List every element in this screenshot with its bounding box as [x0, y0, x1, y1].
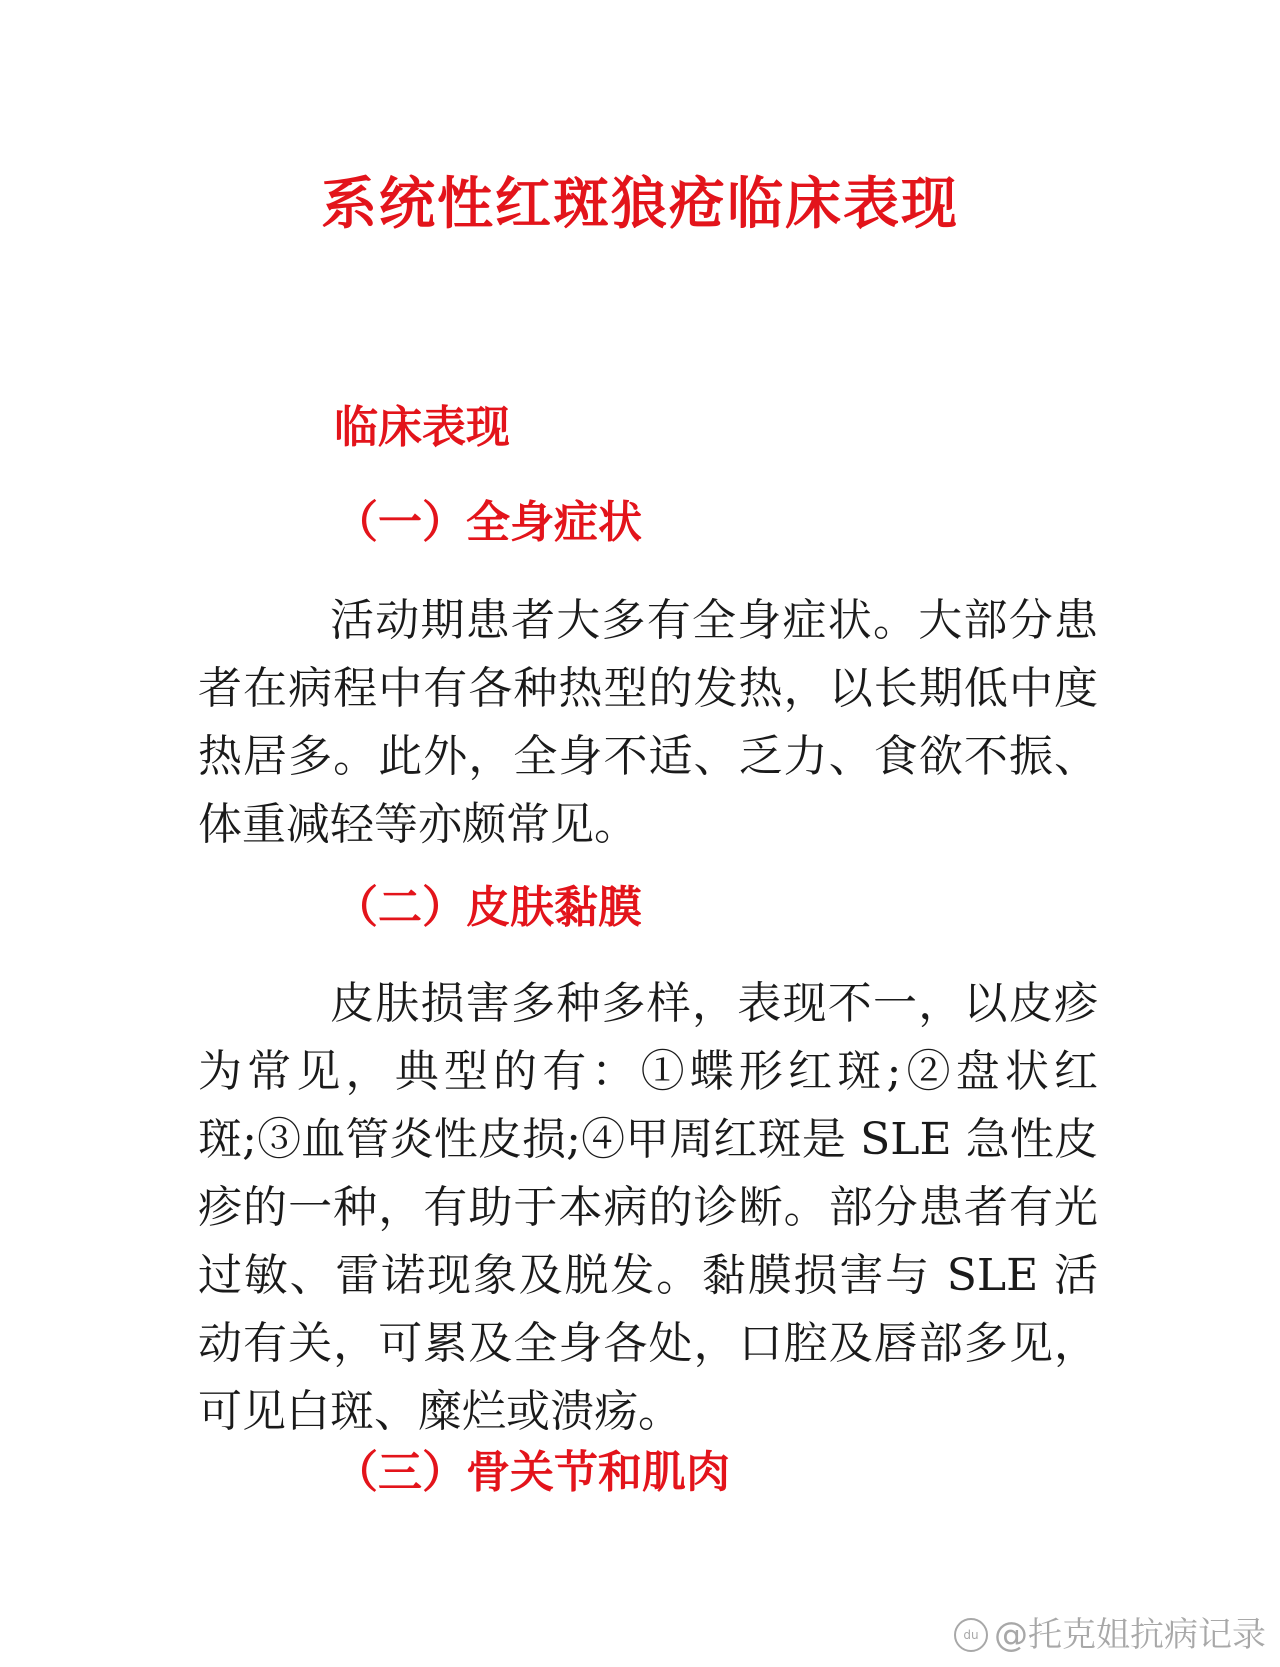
watermark-text: @托克姐抗病记录	[994, 1615, 1266, 1655]
document-title: 系统性红斑狼疮临床表现	[321, 172, 959, 237]
subsection-heading-general-symptoms: （一）全身症状	[334, 497, 642, 548]
baidu-logo-icon: du	[954, 1618, 988, 1652]
watermark	[954, 1613, 1266, 1657]
section-heading: 临床表现	[334, 402, 510, 453]
subsection-heading-bones-joints-muscles: （三）骨关节和肌肉	[334, 1447, 730, 1498]
subsection-heading-skin-mucosa: （二）皮肤黏膜	[334, 882, 642, 933]
paragraph-skin-mucosa: 皮肤损害多种多样，表现不一，以皮疹为常见，典型的有：①蝶形红斑;②盘状红斑;③血管炎性皮损;④甲周红斑是 SLE 急性皮疹的一种，有助于本病的诊断。部分患者有光过敏、雷诺现象及脱发。黏膜损害与 SLE 活动有关，可累及全身各处，口腔及唇部多见，可见白斑、糜烂或溃疡。	[198, 978, 1098, 1437]
paragraph-general-symptoms: 活动期患者大多有全身症状。大部分患者在病程中有各种热型的发热，以长期低中度热居多。此外，全身不适、乏力、食欲不振、体重减轻等亦颇常见。	[198, 595, 1098, 850]
